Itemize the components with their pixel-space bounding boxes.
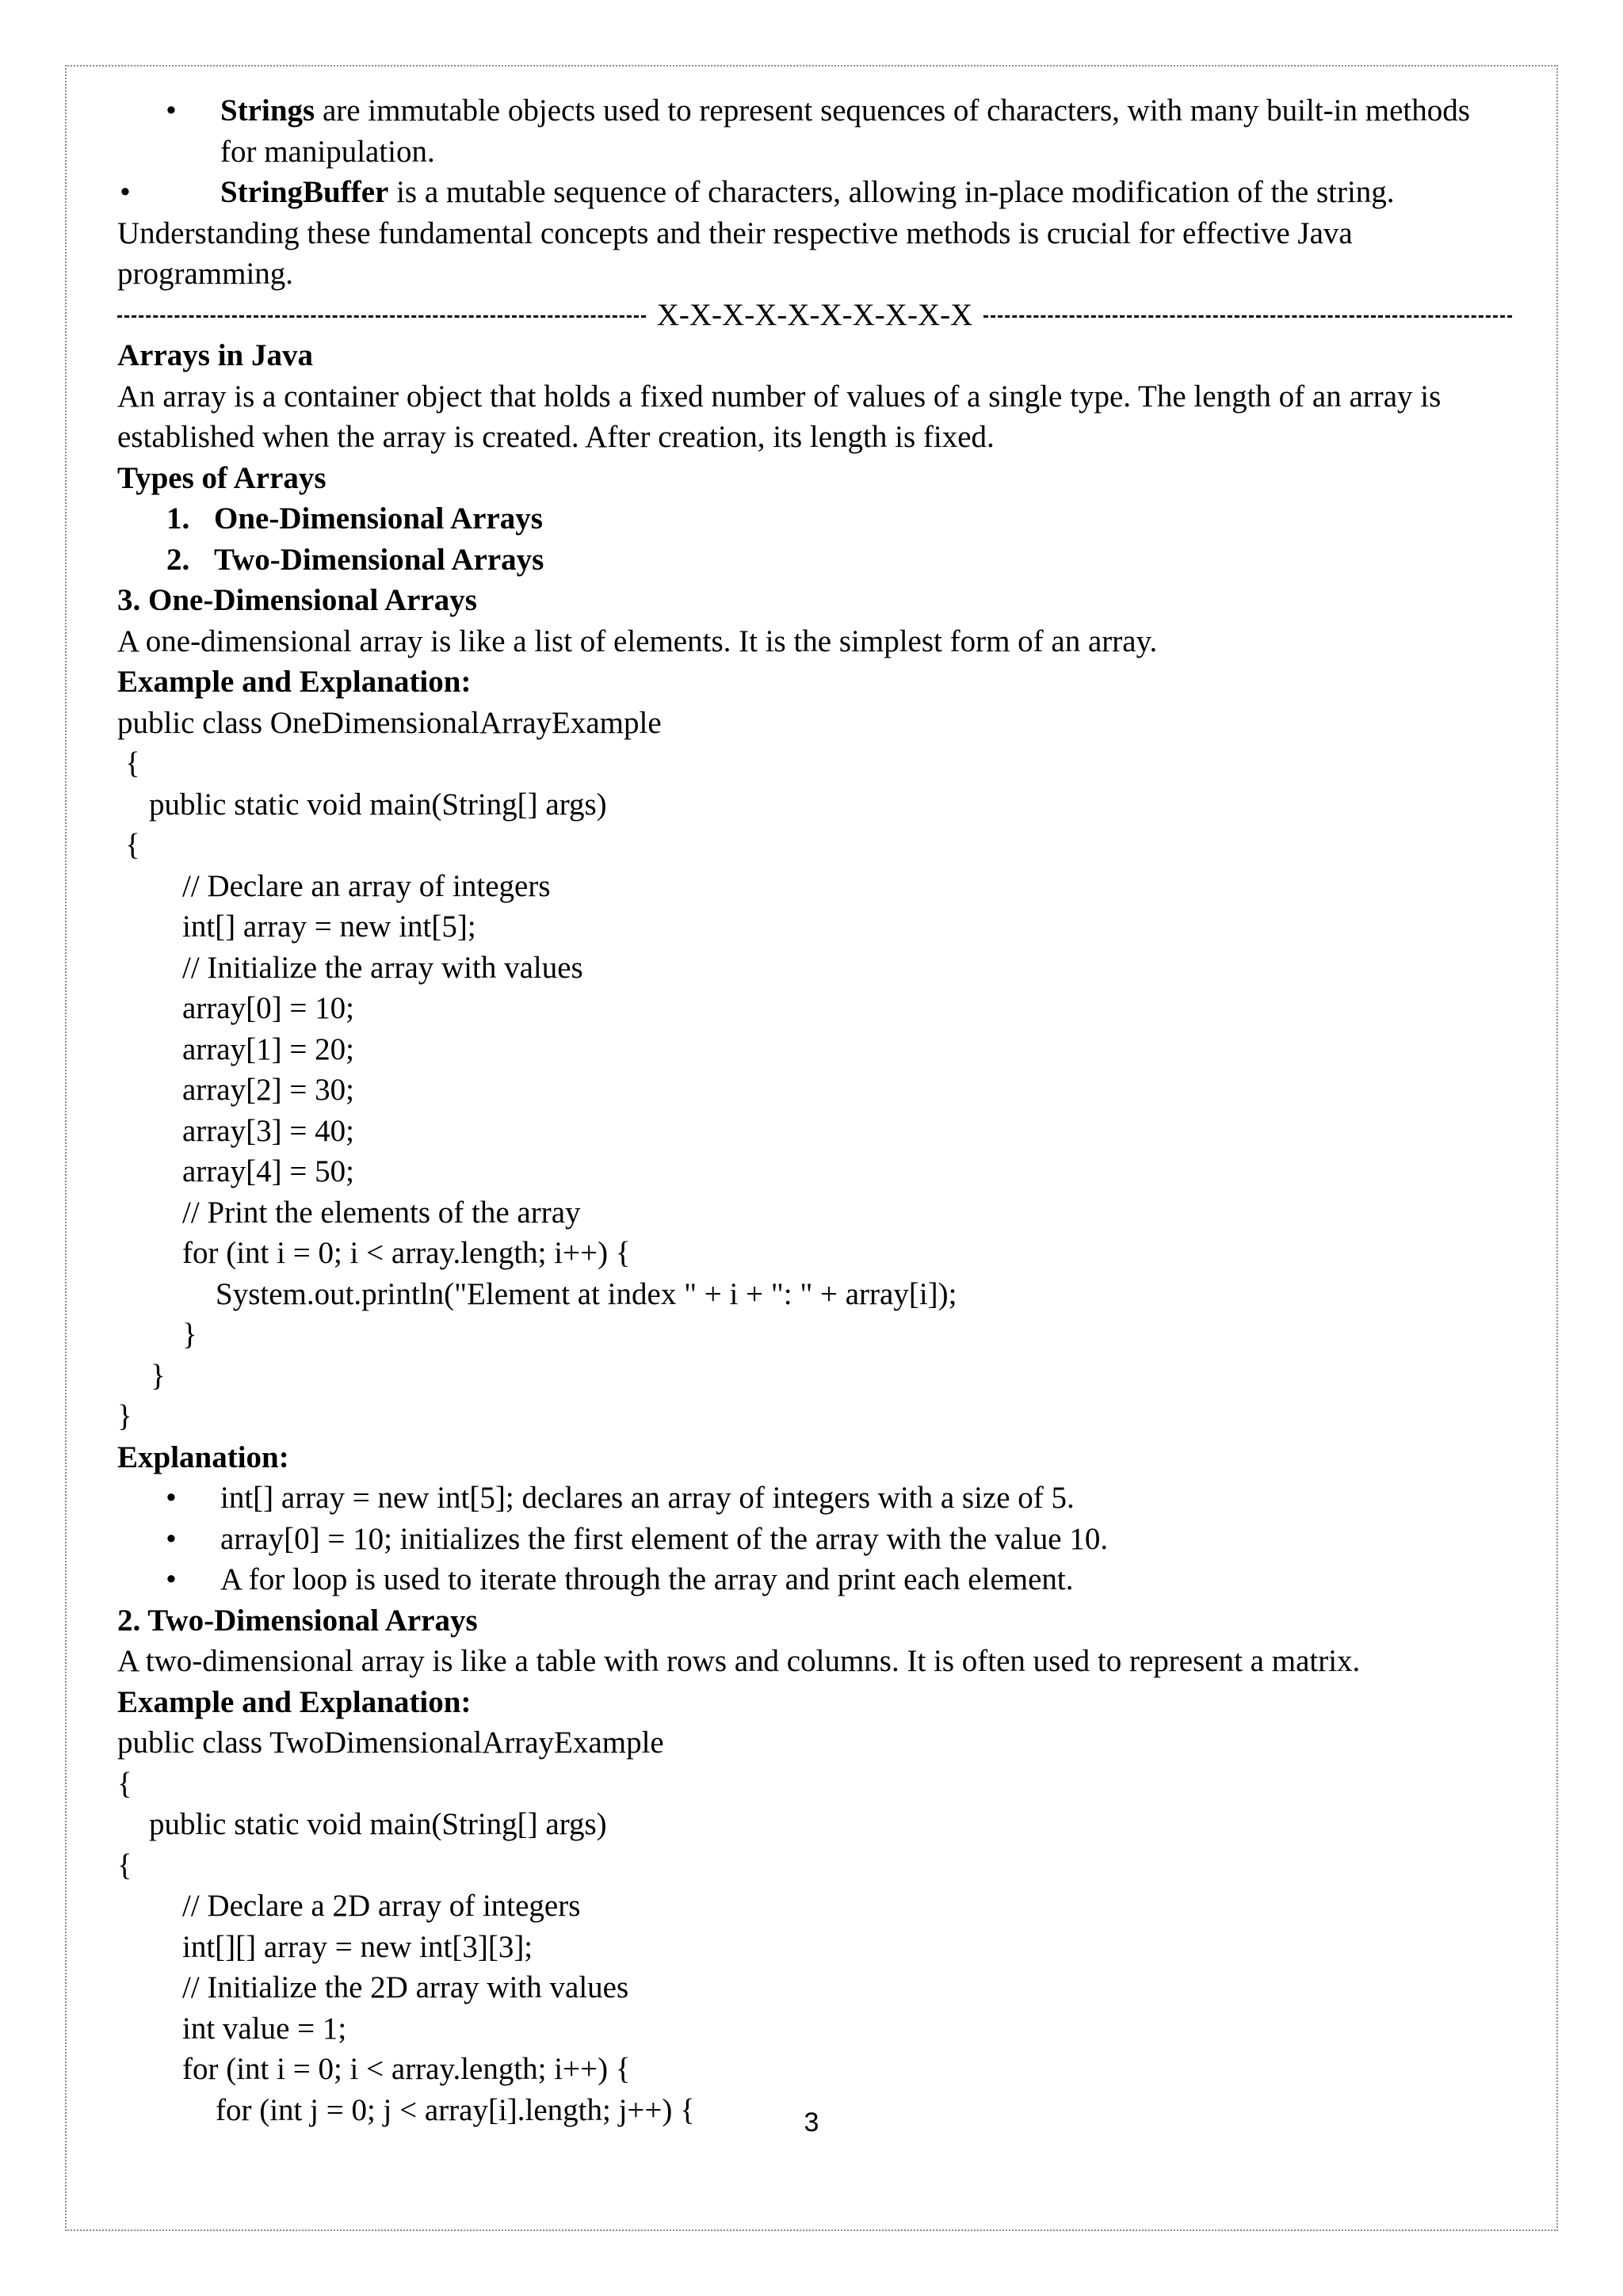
code-line: { <box>117 1766 132 1801</box>
list-number: 1. <box>166 502 190 536</box>
bullet-strings <box>117 90 1512 172</box>
code-line: // Initialize the array with values <box>182 950 583 985</box>
code-line: } <box>182 1318 197 1352</box>
separator-text: X-X-X-X-X-X-X-X-X-X <box>656 297 973 332</box>
bold-term: Strings <box>220 93 315 128</box>
code-line: public class OneDimensionalArrayExample <box>117 705 662 740</box>
page-number: 3 <box>804 2107 819 2138</box>
code-line: array[0] = 10; <box>182 991 354 1025</box>
explanation-item <box>117 1559 1512 1600</box>
explanation-text: A for loop is used to iterate through the array and print each element. <box>220 1562 1074 1596</box>
code-line: array[3] = 40; <box>182 1113 354 1148</box>
code-line: for (int i = 0; i < array.length; i++) { <box>182 2052 631 2086</box>
bullet-rest: is a mutable sequence of characters, allowing in-place modification of the string. <box>388 175 1395 209</box>
code-line: { <box>125 746 140 780</box>
explanation-text: int[] array = new int[5]; declares an array of integers with a size of 5. <box>220 1481 1075 1515</box>
code-line: public static void main(String[] args) <box>149 1807 607 1841</box>
code-line: array[2] = 30; <box>182 1073 354 1107</box>
code-line: } <box>151 1358 166 1393</box>
code-block-one-d <box>117 703 1512 1437</box>
list-item <box>117 540 1512 581</box>
code-line: array[4] = 50; <box>182 1154 354 1188</box>
section-separator <box>117 295 1512 336</box>
dash-line-right <box>983 315 1512 318</box>
bullet-dot: • <box>166 93 177 128</box>
dash-line-left <box>117 315 646 318</box>
heading-arrays: Arrays in Java <box>117 338 313 372</box>
code-line: // Initialize the 2D array with values <box>182 1970 629 2004</box>
bullet-stringbuffer <box>117 172 1512 213</box>
bullet-rest: are immutable objects used to represent sequences of characters, with many built-in methods for manipulation. <box>220 93 1470 169</box>
code-line: public class TwoDimensionalArrayExample <box>117 1726 664 1760</box>
bullet-dot: • <box>166 1521 177 1556</box>
two-d-description: A two-dimensional array is like a table with rows and columns. It is often used to represent a matrix. <box>117 1644 1361 1678</box>
code-line: public static void main(String[] args) <box>149 787 607 822</box>
explanation-item <box>117 1478 1512 1519</box>
heading-two-dimensional: 2. Two-Dimensional Arrays <box>117 1603 478 1638</box>
bullet-text <box>220 172 1395 213</box>
code-line: { <box>125 828 140 862</box>
list-item <box>117 498 1512 540</box>
code-line: int[] array = new int[5]; <box>182 910 476 944</box>
code-block-two-d <box>117 1722 1512 2130</box>
one-d-description: A one-dimensional array is like a list of elements. It is the simplest form of an array. <box>117 624 1158 658</box>
code-line: int[][] array = new int[3][3]; <box>182 1929 533 1964</box>
code-line: // Print the elements of the array <box>182 1195 581 1230</box>
code-line: { <box>117 1848 132 1882</box>
heading-example: Example and Explanation: <box>117 1684 472 1719</box>
code-line: array[1] = 20; <box>182 1032 354 1066</box>
heading-example: Example and Explanation: <box>117 665 472 699</box>
bullet-dot: • <box>166 1481 177 1515</box>
code-line: System.out.println("Element at index " + i + ": " + array[i]); <box>216 1276 957 1311</box>
explanation-item <box>117 1519 1512 1560</box>
code-line: for (int i = 0; i < array.length; i++) { <box>182 1236 631 1270</box>
code-line: // Declare an array of integers <box>182 868 551 903</box>
bold-term: StringBuffer <box>220 175 389 209</box>
closing-paragraph: Understanding these fundamental concepts and their respective methods is crucial for effective Java programming. <box>117 215 1353 291</box>
heading-one-dimensional: 3. One-Dimensional Arrays <box>117 583 477 617</box>
code-line: for (int j = 0; j < array[i].length; j++) { <box>216 2092 695 2127</box>
bullet-text <box>220 90 1512 172</box>
explanation-text: array[0] = 10; initializes the first element of the array with the value 10. <box>220 1521 1109 1556</box>
code-line: // Declare a 2D array of integers <box>182 1889 581 1923</box>
arrays-description: An array is a container object that holds a fixed number of values of a single type. The length of an array is established when the array is created. After creation, its length is fixed. <box>117 379 1442 454</box>
list-label: One-Dimensional Arrays <box>214 502 543 536</box>
list-number: 2. <box>166 542 190 577</box>
heading-explanation: Explanation: <box>117 1440 289 1474</box>
heading-types-of-arrays: Types of Arrays <box>117 460 327 495</box>
document-body <box>117 90 1512 2130</box>
bullet-dot: • <box>120 175 131 209</box>
code-line: } <box>117 1399 132 1433</box>
code-line: int value = 1; <box>182 2011 347 2046</box>
bullet-dot: • <box>166 1562 177 1596</box>
list-label: Two-Dimensional Arrays <box>214 542 544 577</box>
